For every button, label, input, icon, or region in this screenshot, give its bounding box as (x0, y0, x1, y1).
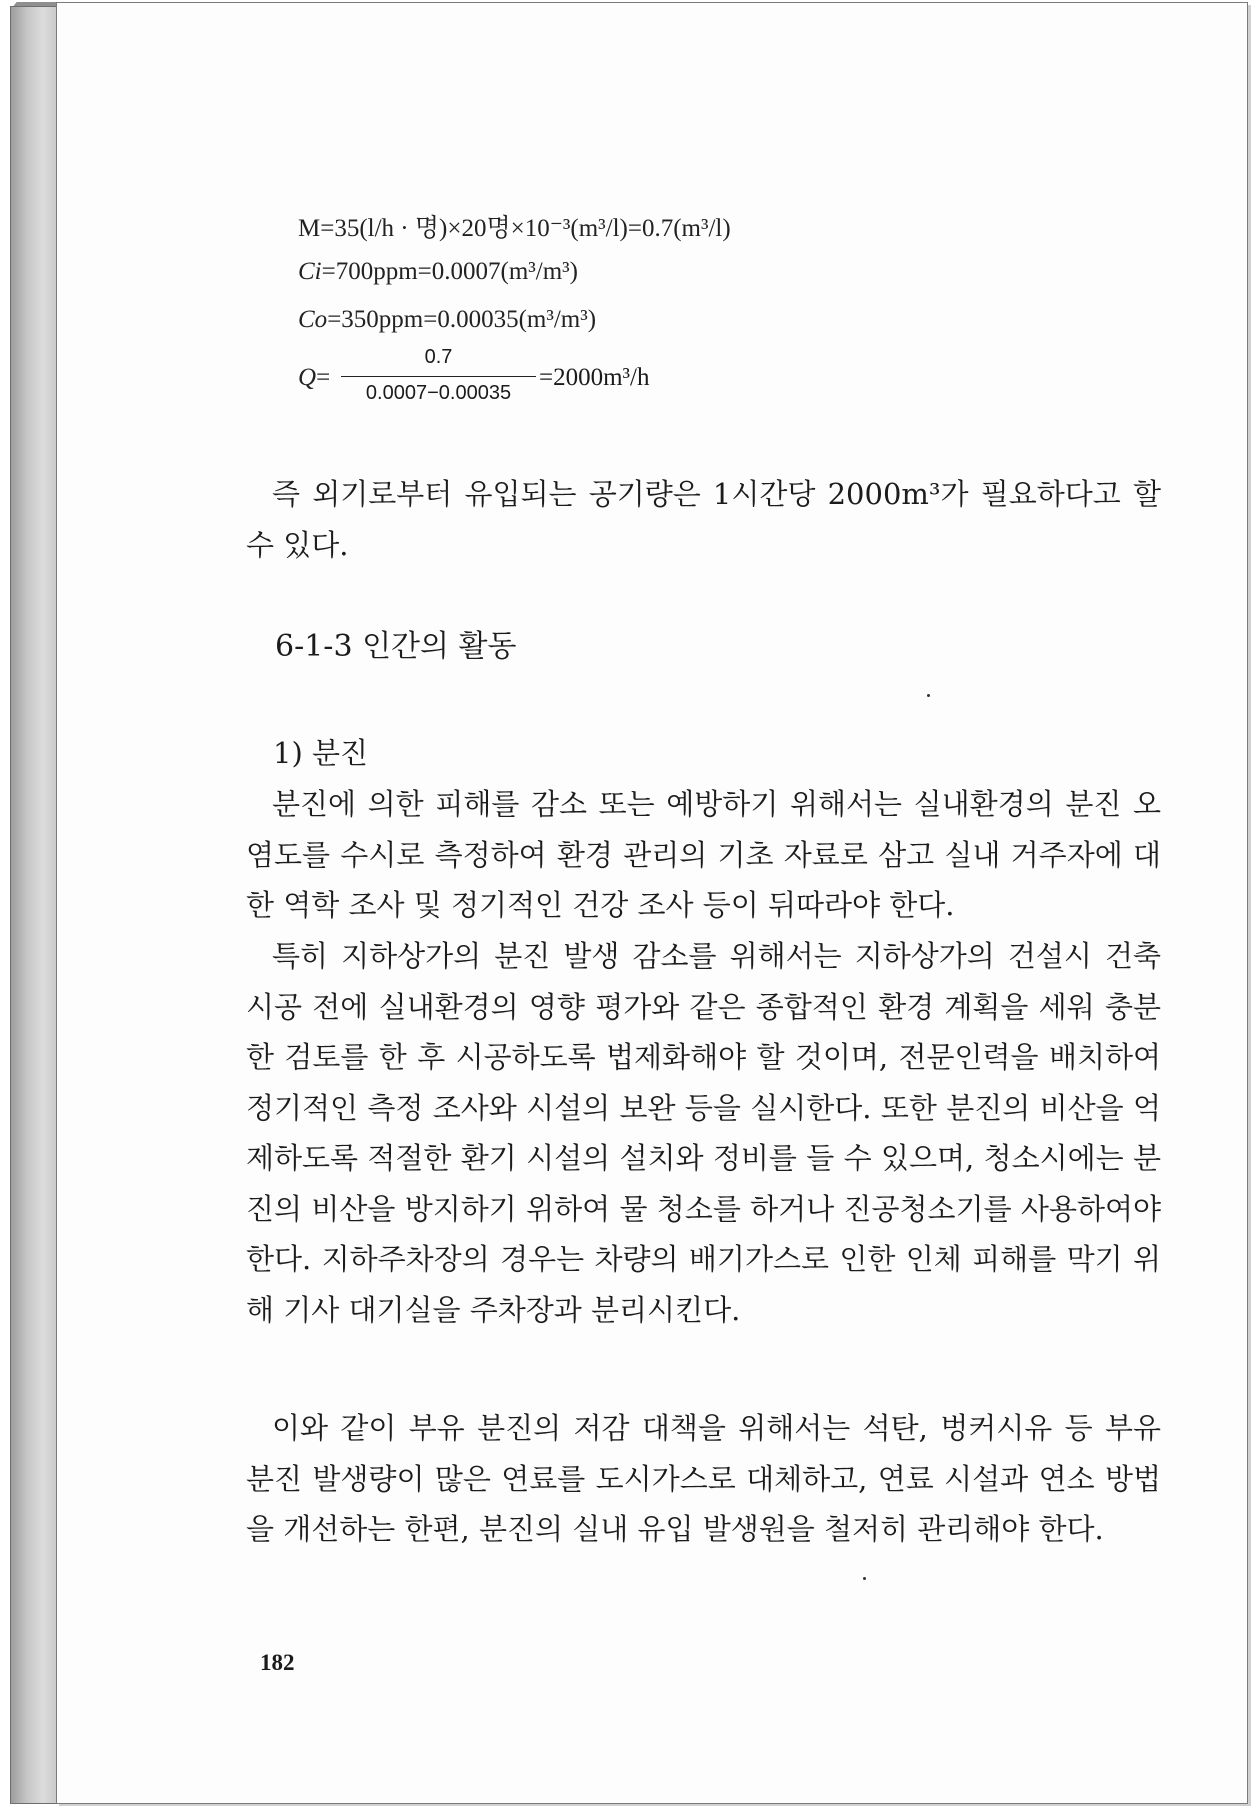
paragraph-text: 이와 같이 부유 분진의 저감 대책을 위해서는 석탄, 벙커시유 등 부유 분진 발생량이 많은 연료를 도시가스로 대체하고, 연료 시설과 연소 방법을 개선하는 한편, 분진의 실내 유입 발생원을 철저히 관리해야 한다. (246, 1411, 1161, 1546)
formula-ci-var: Ci (298, 258, 322, 285)
formula-q-equals: = (316, 364, 331, 391)
body-paragraph (246, 1403, 1161, 1555)
formula-co-var: Co (298, 306, 328, 333)
formula-co (298, 306, 596, 334)
scan-speck (863, 1577, 866, 1580)
formula-ci (298, 258, 578, 286)
paragraph-text: 특히 지하상가의 분진 발생 감소를 위해서는 지하상가의 건설시 건축 시공 전에 실내환경의 영향 평가와 같은 종합적인 환경 계획을 세워 충분한 검토를 한 후 시공하도록 법제화해야 할 것이며, 전문인력을 배치하여 정기적인 측정 조사와 시설의 보완 등을 실시한다. 또한 분진의 비산을 억제하도록 적절한 환기 시설의 설치와 정비를 들 수 있으며, 청소시에는 분진의 비산을 방지하기 위하여 물 청소를 하거나 진공청소기를 사용하여야 한다. 지하주차장의 경우는 차량의 배기가스로 인한 인체 피해를 막기 위해 기사 대기실을 주차장과 분리시킨다. (246, 939, 1161, 1327)
page-content (57, 3, 1247, 1803)
body-paragraph (246, 931, 1161, 1335)
formula-ci-expr: =700ppm=0.0007(m³/m³) (321, 258, 578, 285)
paragraph-text: 분진에 의한 피해를 감소 또는 예방하기 위해서는 실내환경의 분진 오염도를 수시로 측정하여 환경 관리의 기초 자료로 삼고 실내 거주자에 대한 역학 조사 및 정기적인 건강 조사 등이 뒤따라야 한다. (246, 787, 1161, 922)
formula-q-result: =2000m³/h (539, 364, 650, 391)
formula-m (298, 208, 731, 244)
formula-m-expr: =35(l/h · 명)×20명×10⁻³(m³/l)=0.7(m³/l) (320, 215, 731, 242)
scan-speck (927, 694, 930, 697)
formula-q-lhs (298, 364, 330, 392)
subsection-heading: 1) 분진 (273, 736, 369, 770)
formula-co-expr: =350ppm=0.00035(m³/m³) (327, 306, 597, 333)
book-page (56, 2, 1248, 1804)
formula-q-var: Q (298, 364, 317, 391)
fraction-numerator: 0.7 (424, 346, 453, 368)
conclusion-paragraph (246, 469, 1161, 570)
fraction-bar (341, 376, 536, 377)
formula-m-var: M (298, 215, 321, 242)
section-heading: 6-1-3 인간의 활동 (275, 629, 517, 664)
fraction-denominator: 0.0007−0.00035 (365, 382, 512, 404)
book-spine (10, 6, 58, 1804)
conclusion-text: 즉 외기로부터 유입되는 공기량은 1시간당 2000m³가 필요하다고 할 수 있다. (246, 477, 1161, 562)
page-number: 182 (260, 1650, 295, 1675)
body-paragraph (246, 779, 1161, 931)
